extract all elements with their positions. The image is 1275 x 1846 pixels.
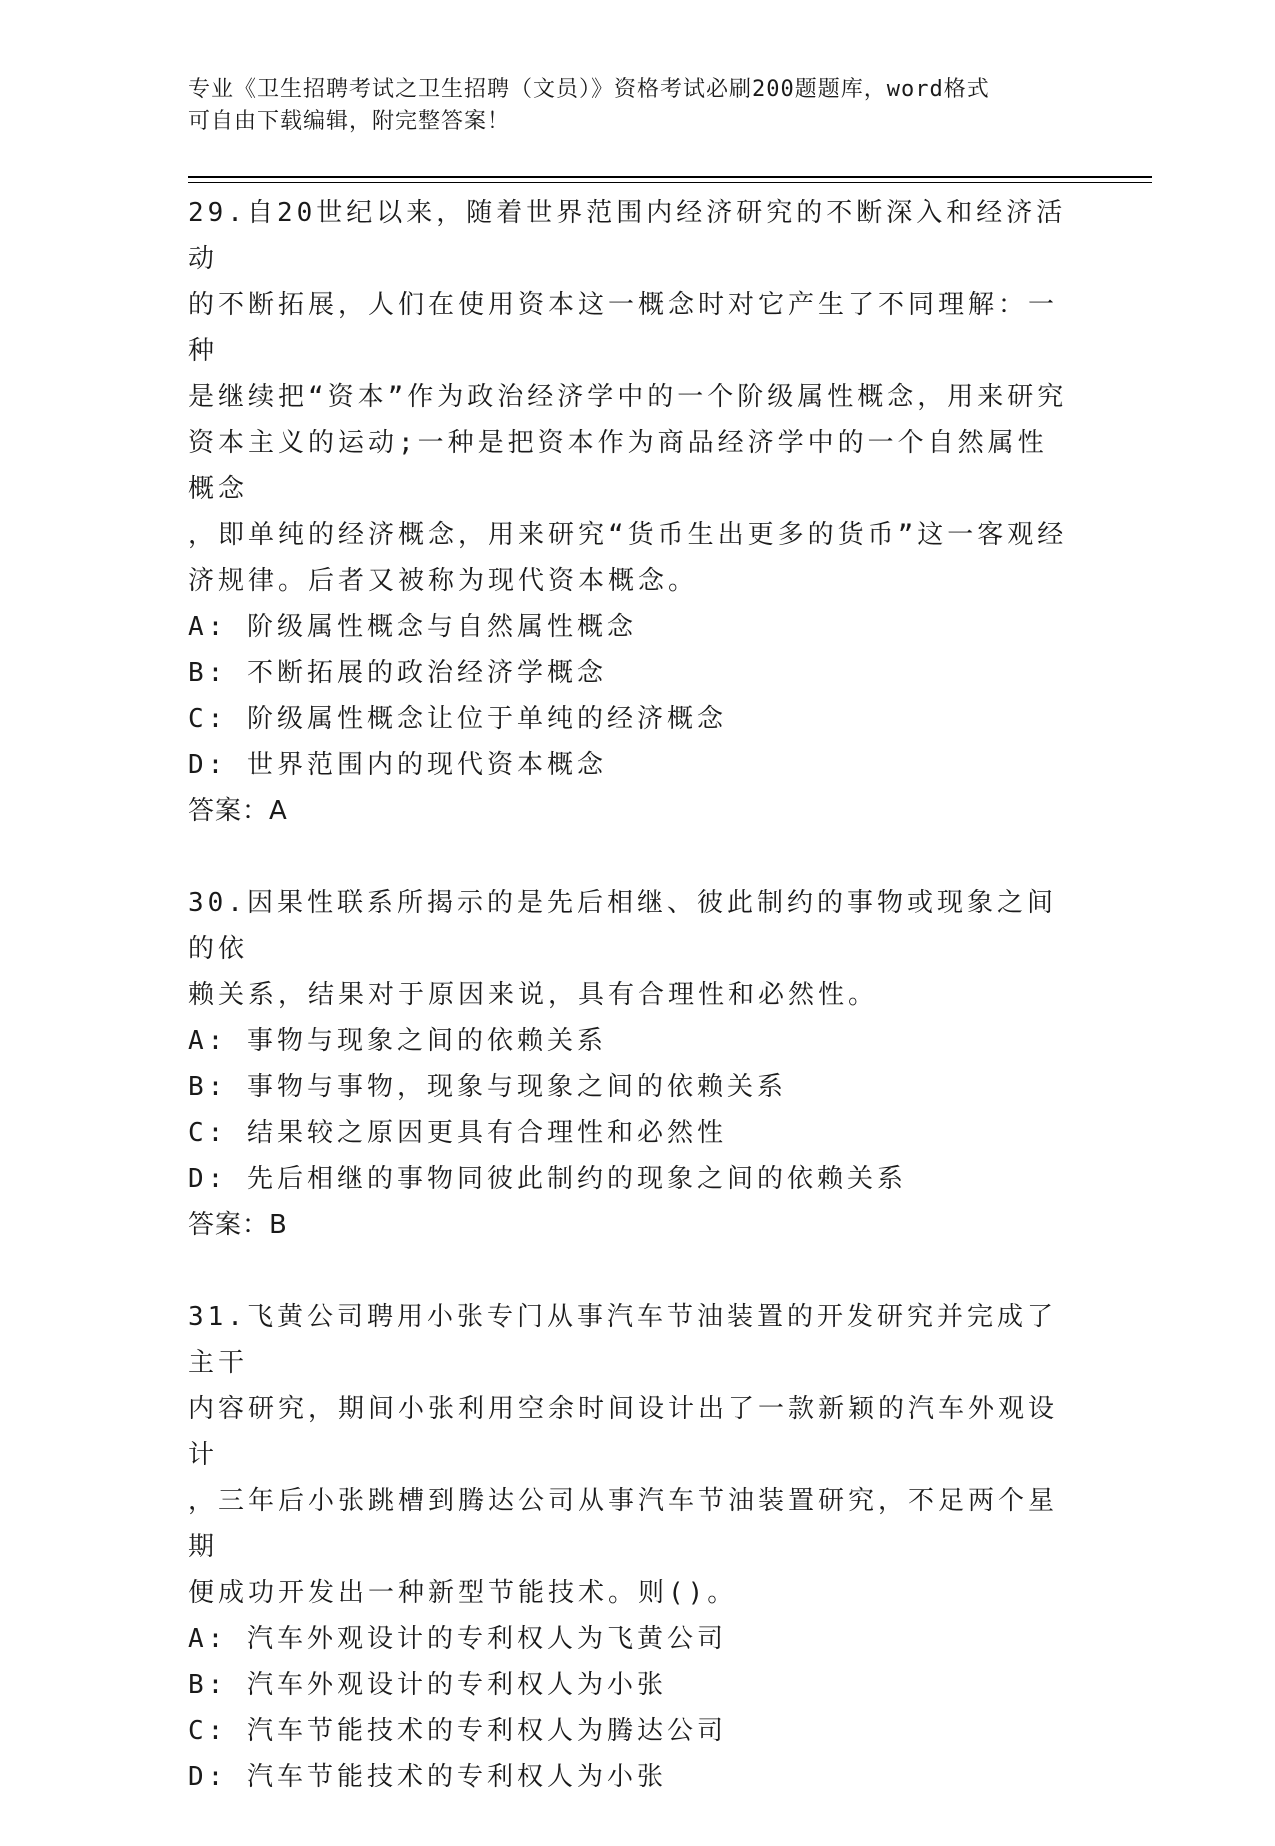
option-b: B: 不断拓展的政治经济学概念 — [188, 658, 607, 688]
header-line-2: 可自由下载编辑，附完整答案！ — [188, 109, 511, 134]
question-stem: 30.因果性联系所揭示的是先后相继、彼此制约的事物或现象之间的依 赖关系，结果对于原因来说，具有合理性和必然性。 — [188, 888, 1057, 1010]
answer-label: 答案：A — [188, 796, 288, 826]
option-a: A: 事物与现象之间的依赖关系 — [188, 1026, 607, 1056]
header-divider-thin — [188, 182, 1152, 183]
option-c: C: 结果较之原因更具有合理性和必然性 — [188, 1118, 727, 1148]
option-a: A: 汽车外观设计的专利权人为飞黄公司 — [188, 1624, 727, 1654]
option-d: D: 先后相继的事物同彼此制约的现象之间的依赖关系 — [188, 1164, 907, 1194]
question-29 — [188, 190, 1068, 834]
option-d: D: 汽车节能技术的专利权人为小张 — [188, 1762, 667, 1792]
option-a: A: 阶级属性概念与自然属性概念 — [188, 612, 637, 642]
answer-label: 答案：B — [188, 1210, 288, 1240]
question-list — [188, 190, 1068, 1846]
header-divider-thick — [188, 176, 1152, 178]
question-31 — [188, 1294, 1068, 1800]
option-c: C: 汽车节能技术的专利权人为腾达公司 — [188, 1716, 727, 1746]
option-b: B: 汽车外观设计的专利权人为小张 — [188, 1670, 667, 1700]
question-30 — [188, 880, 1068, 1248]
option-d: D: 世界范围内的现代资本概念 — [188, 750, 607, 780]
question-stem: 29.自20世纪以来，随着世界范围内经济研究的不断深入和经济活动 的不断拓展，人们在使用资本这一概念时对它产生了不同理解：一种 是继续把“资本”作为政治经济学中的一个阶级属性概念，用来研究 资本主义的运动;一种是把资本作为商品经济学中的一个自然属性概念 ，即单纯的经济概念，用来研究“货币生出更多的货币”这一客观经 济规律。后者又被称为现代资本概念。 — [188, 198, 1068, 596]
option-b: B: 事物与事物，现象与现象之间的依赖关系 — [188, 1072, 787, 1102]
header-line-1: 专业《卫生招聘考试之卫生招聘（文员）》资格考试必刷200题题库，word格式 — [188, 77, 990, 102]
question-stem: 31.飞黄公司聘用小张专门从事汽车节油装置的开发研究并完成了主干 内容研究，期间小张利用空余时间设计出了一款新颖的汽车外观设计 ，三年后小张跳槽到腾达公司从事汽车节油装置研究，不足两个星期 便成功开发出一种新型节能技术。则()。 — [188, 1302, 1059, 1608]
option-c: C: 阶级属性概念让位于单纯的经济概念 — [188, 704, 727, 734]
document-header — [188, 74, 1068, 138]
